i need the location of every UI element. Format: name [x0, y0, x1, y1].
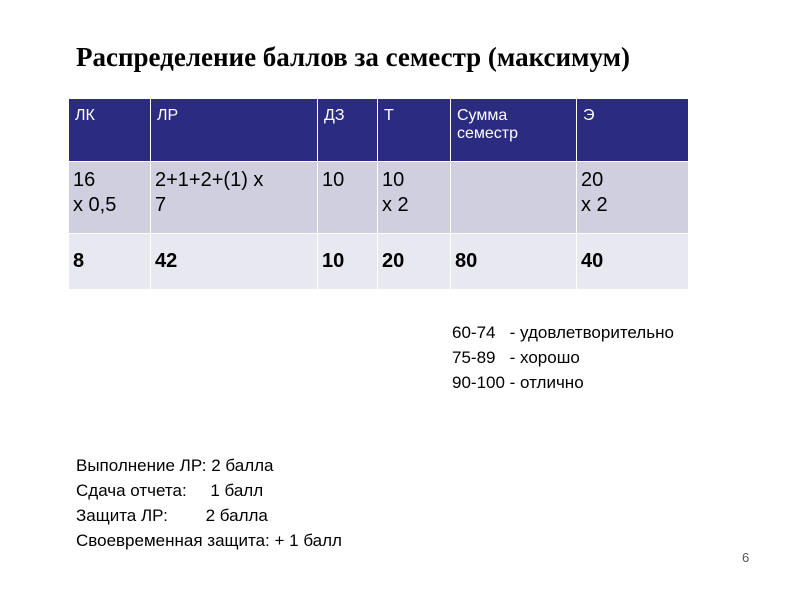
- table-header-row: [69, 99, 689, 162]
- rule-line: Выполнение ЛР: 2 балла: [76, 456, 274, 475]
- table-cell: 40: [577, 234, 689, 290]
- points-table: [68, 98, 689, 290]
- table-cell: 80: [451, 234, 577, 290]
- grade-scale: [452, 320, 674, 395]
- table-cell: 20 х 2: [577, 162, 689, 234]
- grade-line: 75-89 - хорошо: [452, 348, 580, 367]
- table-row: [69, 162, 689, 234]
- rule-line: Защита ЛР: 2 балла: [76, 506, 268, 525]
- table-cell: 8: [69, 234, 151, 290]
- table-cell: 42: [151, 234, 318, 290]
- grade-line: 90-100 - отлично: [452, 373, 584, 392]
- grade-line: 60-74 - удовлетворительно: [452, 323, 674, 342]
- header-cell-dz: ДЗ: [318, 99, 378, 162]
- header-cell-sum: Сумма семестр: [451, 99, 577, 162]
- page-number: 6: [742, 550, 750, 565]
- header-cell-lk: ЛК: [69, 99, 151, 162]
- table-cell: [451, 162, 577, 234]
- table-cell: 10: [318, 162, 378, 234]
- table-cell: 10 х 2: [378, 162, 451, 234]
- lab-rules: [76, 453, 342, 553]
- table-cell: 2+1+2+(1) х 7: [151, 162, 318, 234]
- header-cell-lr: ЛР: [151, 99, 318, 162]
- header-cell-exam: Э: [577, 99, 689, 162]
- header-cell-t: Т: [378, 99, 451, 162]
- rule-line: Своевременная защита: + 1 балл: [76, 531, 342, 550]
- table-cell: 10: [318, 234, 378, 290]
- table-cell: 16 х 0,5: [69, 162, 151, 234]
- table-cell: 20: [378, 234, 451, 290]
- table-row: [69, 234, 689, 290]
- slide-title: Распределение баллов за семестр (максимум): [76, 42, 630, 72]
- rule-line: Сдача отчета: 1 балл: [76, 481, 264, 500]
